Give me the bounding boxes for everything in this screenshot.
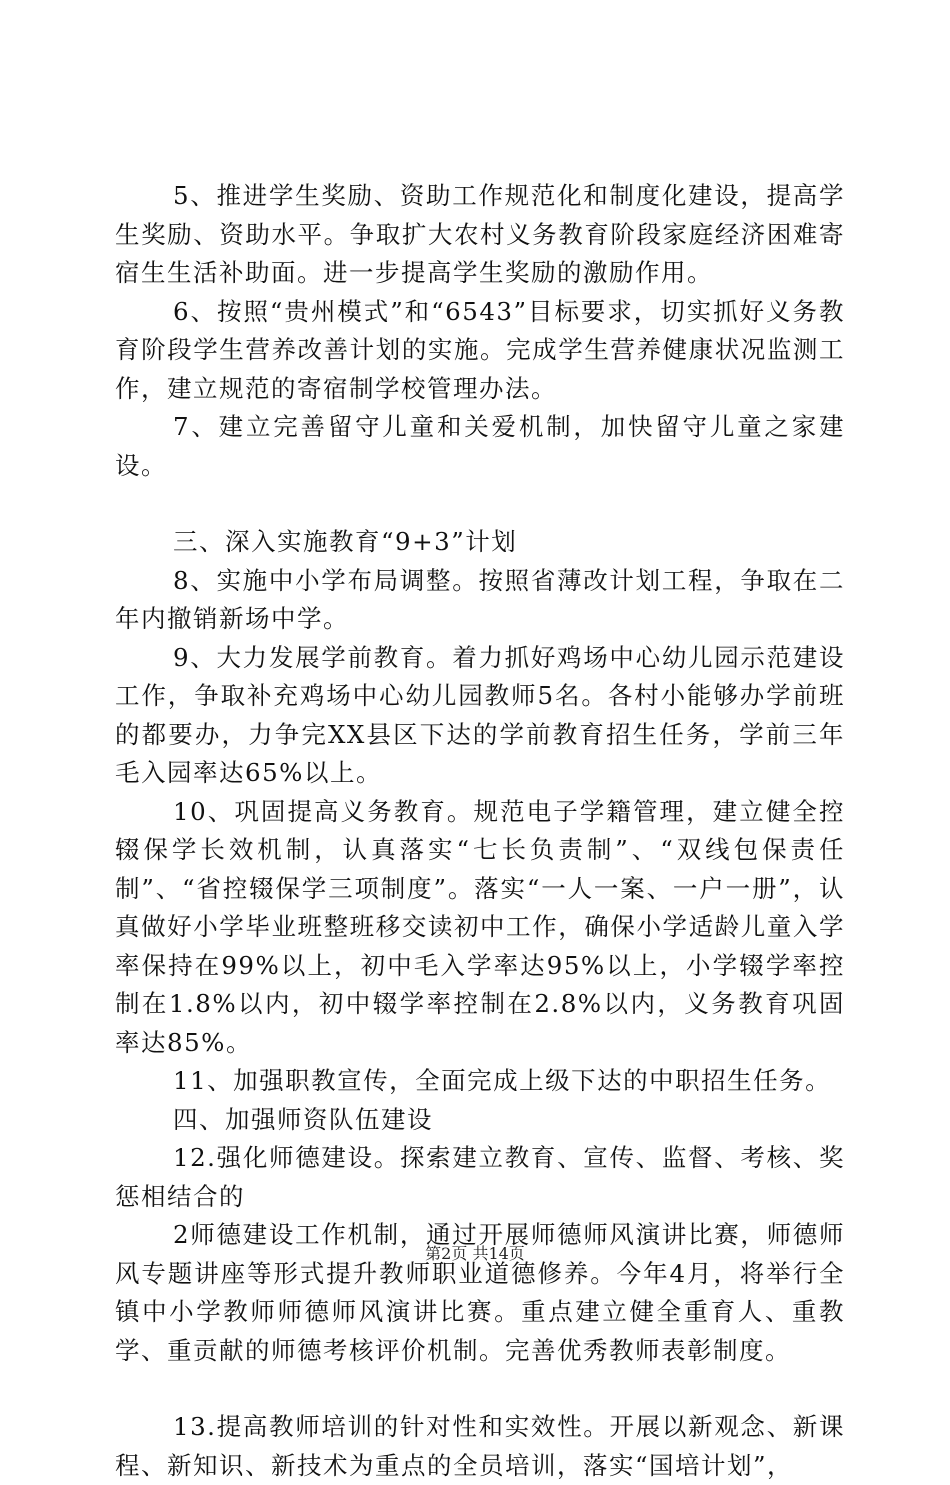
- paragraph-9: 9、大力发展学前教育。着力抓好鸡场中心幼儿园示范建设工作，争取补充鸡场中心幼儿园教师5名。各村小能够办学前班的都要办，力争完XX县区下达的学前教育招生任务，学前三年毛入园率达65%以上。: [115, 642, 845, 787]
- paragraph-12-start: 12.强化师德建设。探索建立教育、宣传、监督、考核、奖惩相结合的: [115, 1143, 845, 1211]
- paragraph-12-continued: 2师德建设工作机制，通过开展师德师风演讲比赛，师德师风专题讲座等形式提升教师职业道德修养。今年4月，将举行全镇中小学教师师德师风演讲比赛。重点建立健全重育人、重教学、重贡献的师德考核评价机制。完善优秀教师表彰制度。: [115, 1220, 845, 1365]
- paragraph-8: 8、实施中小学布局调整。按照省薄改计划工程，争取在二年内撤销新场中学。: [115, 565, 845, 633]
- paragraph-gap: [115, 1370, 845, 1408]
- paragraph-7: 7、建立完善留守儿童和关爱机制，加快留守儿童之家建设。: [115, 412, 845, 480]
- paragraph-gap: [115, 485, 845, 523]
- paragraph-11: 11、加强职教宣传，全面完成上级下达的中职招生任务。: [173, 1066, 832, 1095]
- page-number-footer: 第2页 共14页: [425, 1244, 525, 1263]
- paragraph-10: 10、巩固提高义务教育。规范电子学籍管理，建立健全控辍保学长效机制，认真落实“七长负责制”、“双线包保责任制”、“省控辍保学三项制度”。落实“一人一案、一户一册”，认真做好小学毕业班整班移交读初中工作，确保小学适龄儿童入学率保持在99%以上，初中毛入学率达95%以上，小学辍学率控制在1.8%以内，初中辍学率控制在2.8%以内，义务教育巩固率达85%。: [115, 796, 845, 1057]
- section-heading-4: 四、加强师资队伍建设: [173, 1104, 433, 1134]
- paragraph-6: 6、按照“贵州模式”和“6543”目标要求，切实抓好义务教育阶段学生营养改善计划的实施。完成学生营养健康状况监测工作，建立规范的寄宿制学校管理办法。: [115, 296, 845, 403]
- section-heading-3: 三、深入实施教育“9+3”计划: [173, 527, 518, 556]
- paragraph-13: 13.提高教师培训的针对性和实效性。开展以新观念、新课程、新知识、新技术为重点的全员培训，落实“国培计划”，: [115, 1412, 845, 1480]
- body-text: [115, 177, 845, 1485]
- paragraph-5: 5、推进学生奖励、资助工作规范化和制度化建设，提高学生奖励、资助水平。争取扩大农村义务教育阶段家庭经济困难寄宿生生活补助面。进一步提高学生奖励的激励作用。: [115, 181, 845, 287]
